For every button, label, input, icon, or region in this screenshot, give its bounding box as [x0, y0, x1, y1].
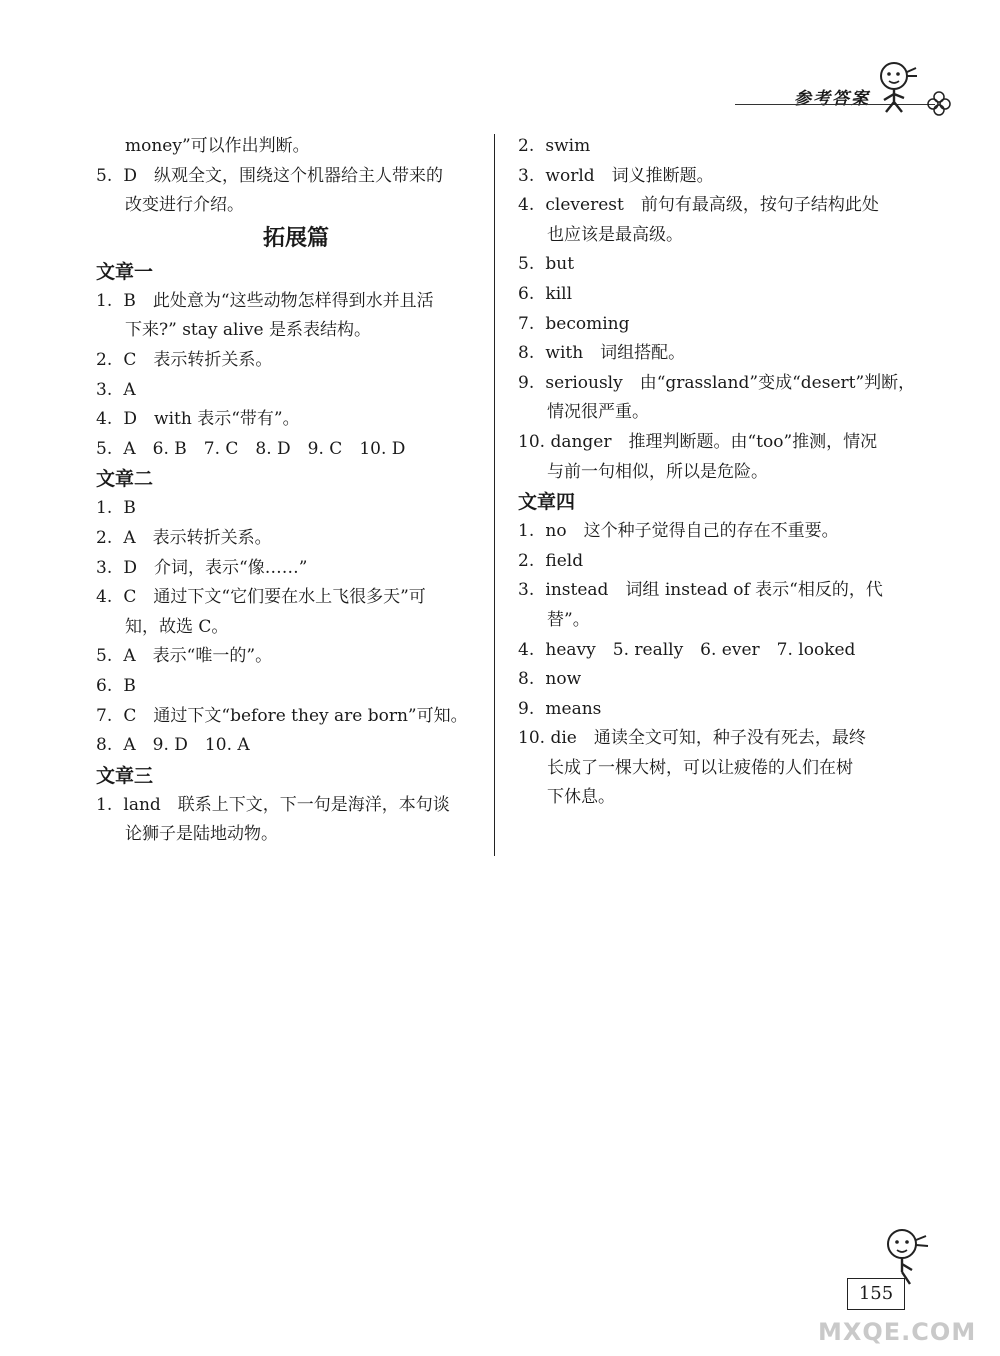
watermark: MXQE.COM: [818, 1318, 977, 1346]
answer-line: 3. A: [96, 379, 136, 400]
answer-line: 5. A 表示“唯一的”。: [96, 646, 273, 667]
answer-line: 1. B 此处意为“这些动物怎样得到水并且活: [96, 290, 434, 311]
left-column: [96, 132, 486, 850]
answer-line: 下休息。: [547, 787, 615, 808]
answer-line: 3. world 词义推断题。: [518, 165, 714, 186]
flower-icon: [926, 90, 952, 116]
answer-line: 6. kill: [518, 283, 573, 304]
answer-line: 4. D with 表示“带有”。: [96, 409, 300, 430]
answer-line: 5. A 6. B 7. C 8. D 9. C 10. D: [96, 438, 406, 459]
answer-line: 9. seriously 由“grassland”变成“desert”判断，: [518, 372, 916, 393]
answer-line: 3. D 介词，表示“像……”: [96, 557, 308, 578]
answer-line: 论狮子是陆地动物。: [125, 824, 278, 845]
answer-line: 2. A 表示转折关系。: [96, 527, 272, 548]
answer-line: 1. land 联系上下文，下一句是海洋，本句谈: [96, 794, 450, 815]
chapter-title: 拓展篇: [262, 225, 329, 251]
section-title: 文章二: [96, 468, 154, 491]
cartoon-mascot-icon: [878, 1226, 938, 1286]
answer-line: 与前一句相似，所以是危险。: [547, 461, 768, 482]
answer-line: money”可以作出判断。: [125, 136, 310, 156]
answer-line: 8. A 9. D 10. A: [96, 735, 250, 756]
section-title: 文章三: [96, 764, 154, 787]
answer-line: 7. C 通过下文“before they are born”可知。: [96, 705, 468, 726]
answer-line: 2. C 表示转折关系。: [96, 349, 273, 370]
answer-line: 1. no 这个种子觉得自己的存在不重要。: [518, 521, 839, 542]
answer-line: 9. means: [518, 698, 602, 719]
answer-line: 4. cleverest 前句有最高级，按句子结构此处: [518, 195, 879, 216]
section-title: 文章一: [96, 260, 154, 283]
page-number: 155: [847, 1278, 905, 1310]
answer-line: 知，故选 C。: [125, 616, 229, 637]
answer-line: 改变进行介绍。: [125, 195, 244, 216]
answer-line: 5. D 纵观全文，围绕这个机器给主人带来的: [96, 165, 444, 186]
column-divider: [494, 134, 495, 856]
header-label: 参考答案: [794, 89, 870, 109]
answer-line: 6. B: [96, 675, 136, 696]
answer-line: 8. with 词组搭配。: [518, 343, 686, 364]
answer-line: 7. becoming: [518, 313, 630, 334]
answer-line: 4. heavy 5. really 6. ever 7. looked: [518, 639, 856, 660]
answer-line: 10. die 通读全文可知，种子没有死去，最终: [518, 728, 866, 749]
answer-line: 4. C 通过下文“它们要在水上飞很多天”可: [96, 587, 426, 608]
answer-line: 10. danger 推理判断题。由“too”推测，情况: [518, 431, 878, 452]
answer-line: 2. field: [518, 550, 584, 571]
answer-line: 下来?” stay alive 是系表结构。: [125, 320, 371, 341]
answer-line: 5. but: [518, 254, 575, 275]
answer-line: 1. B: [96, 498, 136, 519]
answer-line: 2. swim: [518, 136, 591, 156]
right-column: [518, 132, 916, 813]
answer-line: 替”。: [547, 609, 590, 630]
answer-line: 3. instead 词组 instead of 表示“相反的，代: [518, 580, 883, 601]
answer-line: 长成了一棵大树，可以让疲倦的人们在树: [547, 757, 853, 778]
answer-line: 情况很严重。: [547, 402, 649, 423]
answer-line: 8. now: [518, 669, 582, 690]
answer-line: 也应该是最高级。: [547, 224, 683, 245]
section-title: 文章四: [518, 491, 576, 514]
cartoon-mascot-icon: [868, 58, 926, 116]
